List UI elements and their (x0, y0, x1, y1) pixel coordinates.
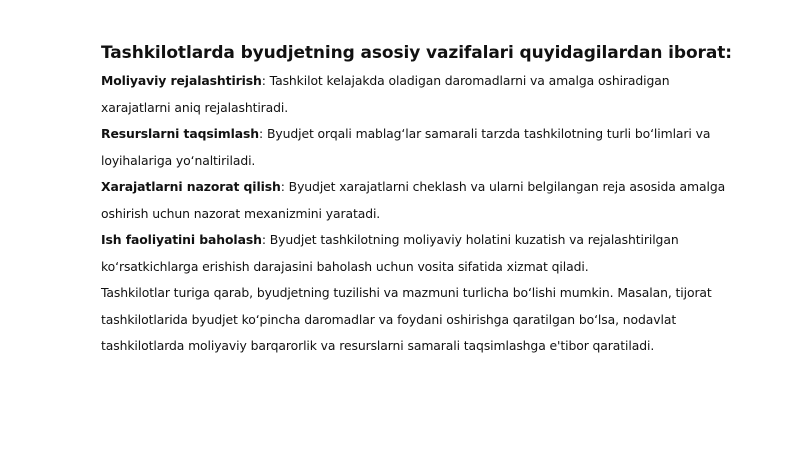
function-item-expense-control (101, 174, 741, 227)
function-term: Resurslarni taqsimlash (101, 126, 260, 141)
slide-title: Tashkilotlarda byudjetning asosiy vazifalari quyidagilardan iborat: (101, 43, 732, 63)
function-description: : Tashkilot kelajakda oladigan daromadlarni va amalga oshiradigan xarajatlarni aniq rejalashtiradi. (101, 73, 670, 115)
closing-paragraph: Tashkilotlar turiga qarab, byudjetning tuzilishi va mazmuni turlicha bo‘lishi mumkin. Masalan, tijorat tashkilotlarida byudjet ko‘pincha daromadlar va foydani oshirishga qaratilgan bo‘lsa, nodavlat tashkilotlarda moliyaviy barqarorlik va resurslarni samarali taqsimlashga e'tibor qaratiladi. (101, 285, 712, 353)
function-description: : Byudjet tashkilotning moliyaviy holatini kuzatish va rejalashtirilgan ko‘rsatkichlarga erishish darajasini baholash uchun vosita sifatida xizmat qiladi. (101, 232, 679, 274)
function-item-financial-planning (101, 68, 741, 121)
function-term: Moliyaviy rejalashtirish (101, 73, 262, 88)
function-item-performance-evaluation (101, 227, 741, 280)
function-item-resource-allocation (101, 121, 741, 174)
function-description: : Byudjet orqali mablag‘lar samarali tarzda tashkilotning turli bo‘limlari va loyihalariga yo‘naltiriladi. (101, 126, 711, 168)
function-term: Xarajatlarni nazorat qilish (101, 179, 281, 194)
function-description: : Byudjet xarajatlarni cheklash va ularni belgilangan reja asosida amalga oshirish uchun nazorat mexanizmini yaratadi. (101, 179, 726, 221)
slide-content (101, 40, 741, 360)
function-term: Ish faoliyatini baholash (101, 232, 262, 247)
